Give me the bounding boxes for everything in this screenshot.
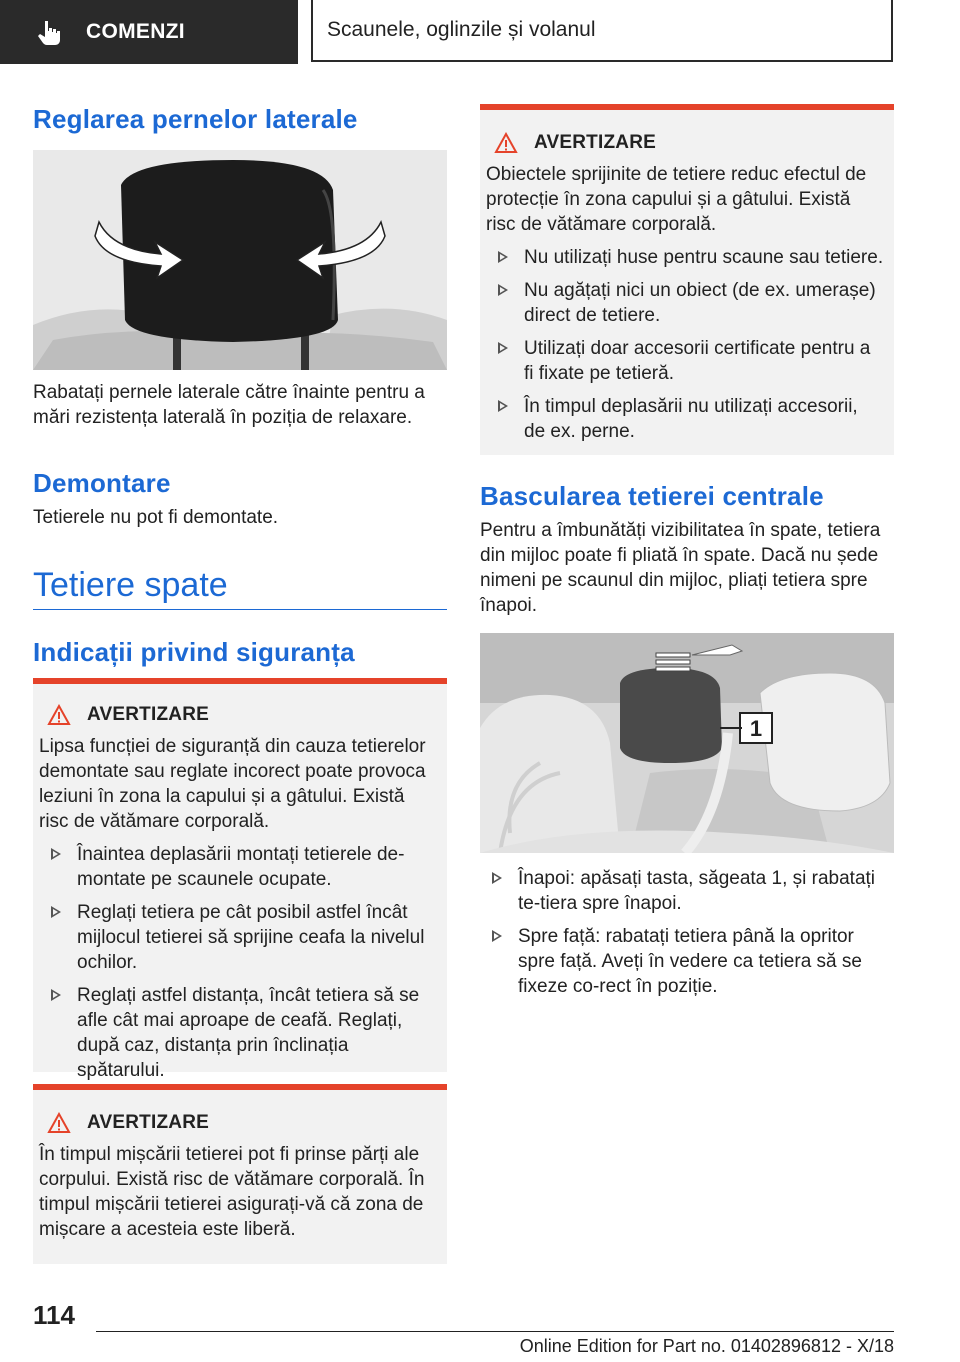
- list-item: Utilizați doar accesorii certificate pentru a fi fixate pe tetieră.: [486, 336, 884, 386]
- page-number: 114: [33, 1300, 75, 1330]
- warning-box-3: [480, 104, 894, 455]
- center-headrest-image: [480, 633, 894, 853]
- warning-2-text: În timpul mișcării tetierei pot fi prinse părți ale corpului. Există risc de vătămare corporală. În timpul mișcării tetierei asigurați-vă că zona de mișcare a acesteia este liberă.: [39, 1144, 425, 1240]
- warning-triangle-icon: [47, 1112, 71, 1134]
- warning-title: [47, 704, 437, 726]
- warning-title: [47, 1112, 437, 1134]
- hand-pointer-icon: [36, 18, 64, 46]
- breadcrumb-text: Scaunele, oglinzile și volanul: [327, 18, 596, 41]
- warning-title-text: AVERTIZARE: [87, 704, 209, 725]
- folding-steps: [480, 866, 894, 1007]
- footer-edition: Online Edition for Part no. 01402896812 - X/18: [519, 1336, 894, 1356]
- headrest-side-cushions-image: [33, 150, 447, 370]
- warning-triangle-icon: [494, 132, 518, 154]
- bullet-triangle-icon: [51, 989, 61, 1001]
- section-label: COMENZI: [86, 20, 185, 43]
- warning-1-list: [39, 842, 437, 1083]
- breadcrumb: [311, 0, 893, 62]
- heading-underline: [33, 609, 447, 610]
- bullet-triangle-icon: [51, 906, 61, 918]
- bullet-triangle-icon: [492, 930, 502, 942]
- list-item: Reglați astfel distanța, încât tetiera să se afle cât mai aproape de ceafă. Reglați, după caz, distanța prin înclinația spătarului.: [39, 983, 437, 1083]
- bullet-triangle-icon: [498, 251, 508, 263]
- section-tab[interactable]: [0, 0, 298, 64]
- bullet-triangle-icon: [51, 848, 61, 860]
- warning-triangle-icon: [47, 704, 71, 726]
- side-cushions-text: Rabatați pernele laterale către înainte pentru a mări rezistența laterală în poziția de relaxare.: [33, 382, 425, 428]
- folding-center-headrest-text: Pentru a îmbunătăți vizibilitatea în spate, tetiera din mijloc poate fi pliată în spate. Dacă nu șede nimeni pe scaunul din mijloc, pliați tetiera spre înapoi.: [480, 520, 881, 616]
- list-item: Nu utilizați huse pentru scaune sau tetiere.: [486, 245, 884, 270]
- bullet-triangle-icon: [498, 342, 508, 354]
- removal-text: Tetierele nu pot fi demontate.: [33, 507, 279, 528]
- list-item: Spre față: rabatați tetiera până la opritor spre față. Aveți în vedere ca tetiera să se fixeze co-rect în poziție.: [480, 924, 894, 999]
- warning-box-2: [33, 1084, 447, 1264]
- list-item: În timpul deplasării nu utilizați accesorii, de ex. perne.: [486, 394, 884, 444]
- warning-title: [494, 132, 884, 154]
- callout-number: 1: [749, 716, 763, 741]
- bullet-triangle-icon: [492, 872, 502, 884]
- footer-divider: [96, 1331, 894, 1332]
- list-item: Nu agățați nici un obiect (de ex. umerașe) direct de tetiere.: [486, 278, 884, 328]
- warning-3-list: [486, 245, 884, 444]
- heading-side-cushions: Reglarea pernelor laterale: [33, 104, 358, 134]
- heading-safety-notes: Indicații privind siguranța: [33, 637, 355, 667]
- heading-folding-center-headrest: Bascularea tetierei centrale: [480, 481, 824, 511]
- folding-steps-list: [480, 866, 894, 999]
- bullet-triangle-icon: [498, 400, 508, 412]
- list-item: Înapoi: apăsați tasta, săgeata 1, și rabatați te-tiera spre înapoi.: [480, 866, 894, 916]
- warning-3-text: Obiectele sprijinite de tetiere reduc efectul de protecție în zona capului și a gâtului. Există risc de vătămare corporală.: [486, 164, 867, 235]
- warning-1-text: Lipsa funcției de siguranță din cauza tetierelor demontate sau reglate incorect poate provoca leziuni în zona la capului și a gâtului. Există risc de vătămare corporală.: [39, 736, 426, 832]
- list-item: Înaintea deplasării montați tetierele de-montate pe scaunele ocupate.: [39, 842, 437, 892]
- bullet-triangle-icon: [498, 284, 508, 296]
- heading-removal: Demontare: [33, 468, 171, 498]
- warning-box-1: [33, 678, 447, 1081]
- warning-title-text: AVERTIZARE: [87, 1112, 209, 1133]
- list-item: Reglați tetiera pe cât posibil astfel încât mijlocul tetierei să sprijine ceafa la nivelul ochilor.: [39, 900, 437, 975]
- heading-rear-headrests: Tetiere spate: [33, 566, 228, 604]
- warning-title-text: AVERTIZARE: [534, 132, 656, 153]
